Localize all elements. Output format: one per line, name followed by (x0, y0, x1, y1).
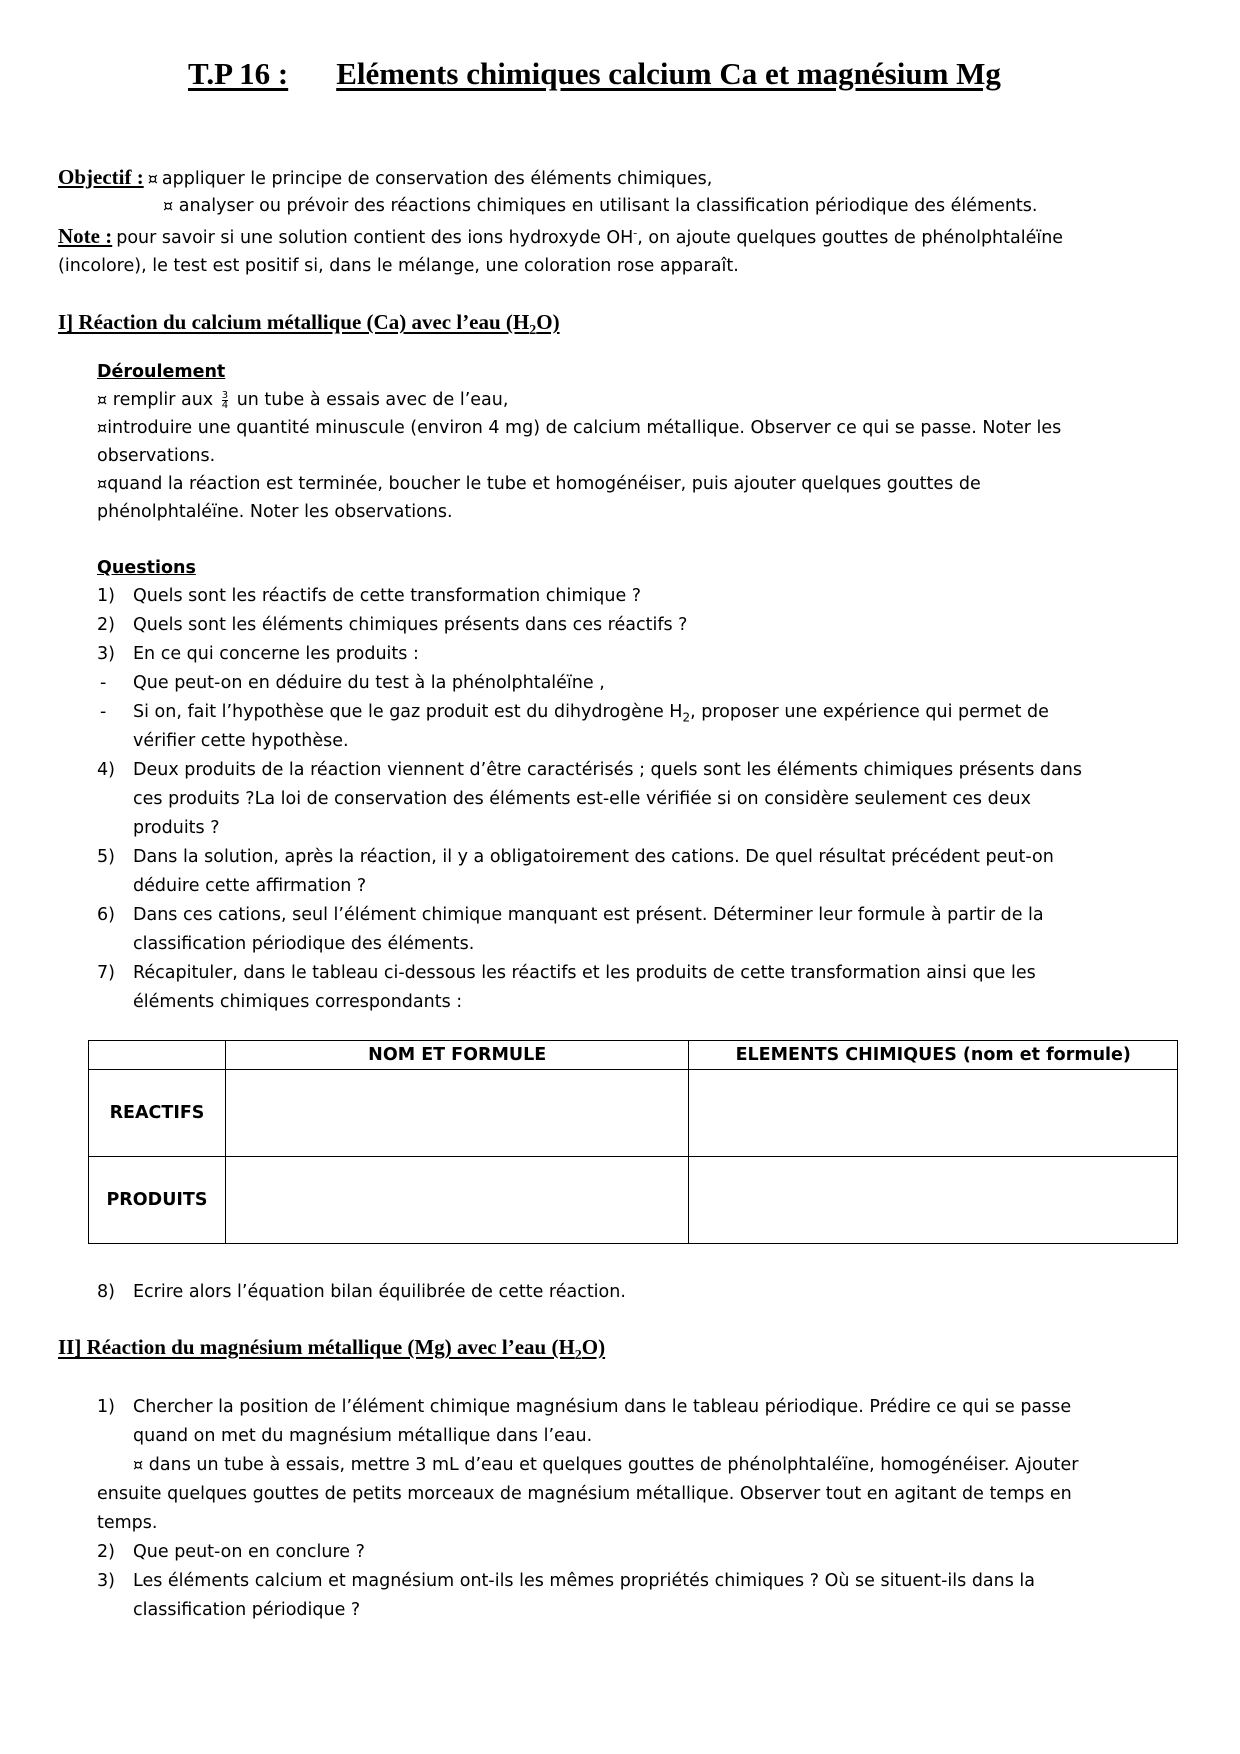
objectif-line-2 (163, 196, 1037, 216)
question-5-line-1: Dans la solution, après la réaction, il y a obligatoirement des cations. De quel résultat précédent peut-on (133, 847, 1054, 867)
dash-bullet: - (100, 702, 107, 722)
objectif-item-2: analyser ou prévoir des réactions chimiques en utilisant la classification périodique des éléments. (178, 196, 1038, 216)
question-number: 4) (97, 760, 115, 780)
step-3-text-a: quand la réaction est terminée, boucher le tube et homogénéiser, puis ajouter quelques gouttes de (107, 474, 981, 494)
recap-table (88, 1040, 1178, 1244)
table-cell-produits-elements[interactable] (689, 1157, 1178, 1244)
table-cell-reactifs-elements[interactable] (689, 1070, 1178, 1157)
note-text-1: pour savoir si une solution contient des ions hydroxyde OH (116, 228, 634, 248)
question-number: 2) (97, 615, 115, 635)
question-4-line-1: Deux produits de la réaction viennent d’être caractérisés ; quels sont les éléments chimiques présents dans (133, 760, 1082, 780)
note-line-1 (58, 224, 1063, 249)
bullet-icon: ¤ (97, 474, 108, 493)
page-title (188, 56, 1001, 92)
question-3b-text-a: Si on, fait l’hypothèse que le gaz produit est du dihydrogène H (133, 702, 683, 722)
deroulement-step-3b: phénolphtaléïne. Noter les observations. (97, 502, 453, 522)
title-text: Eléments chimiques calcium Ca et magnésium Mg (336, 56, 1001, 91)
deroulement-step-2b: observations. (97, 446, 216, 466)
step-1-text-a: remplir aux (112, 390, 214, 410)
deroulement-step-2 (97, 418, 1061, 438)
s2-question-1-line-2: quand on met du magnésium métallique dans l’eau. (133, 1426, 593, 1446)
objectif-label: Objectif : (58, 165, 144, 189)
fraction-denominator: 4 (221, 399, 229, 411)
question-3a: Que peut-on en déduire du test à la phénolphtaléïne , (133, 673, 605, 693)
question-7-line-1: Récapituler, dans le tableau ci-dessous les réactifs et les produits de cette transformation ainsi que les (133, 963, 1036, 983)
question-8: Ecrire alors l’équation bilan équilibrée de cette réaction. (133, 1282, 626, 1302)
note-text-1-end: , on ajoute quelques gouttes de phénolphtaléïne (637, 228, 1064, 248)
question-3b-text-b: , proposer une expérience qui permet de (690, 702, 1049, 722)
table-header-nom: NOM ET FORMULE (225, 1041, 689, 1070)
question-3b-sub: 2 (682, 710, 691, 725)
section-1-heading-sub: 2 (529, 323, 537, 339)
deroulement-step-3 (97, 474, 981, 494)
bullet-icon: ¤ (97, 418, 108, 437)
section-2-heading-text: II] Réaction du magnésium métallique (Mg) avec l’eau (H (58, 1335, 575, 1359)
question-number: 2) (97, 1542, 115, 1562)
note-label: Note : (58, 224, 113, 248)
question-3: En ce qui concerne les produits : (133, 644, 419, 664)
table-cell-reactifs-nom[interactable] (225, 1070, 689, 1157)
note-superscript: - (633, 226, 638, 240)
question-number: 7) (97, 963, 115, 983)
step-1-text-b: un tube à essais avec de l’eau, (236, 390, 509, 410)
table-cell-produits-nom[interactable] (225, 1157, 689, 1244)
question-4-line-3: produits ? (133, 818, 220, 838)
bullet-icon: ¤ (147, 169, 158, 188)
question-3b-line-2: vérifier cette hypothèse. (133, 731, 349, 751)
deroulement-step-1 (97, 390, 508, 410)
section-2-heading-end: O) (581, 1335, 606, 1359)
three-quarters-fraction (222, 391, 228, 410)
s2-procedure-line-1 (133, 1455, 1078, 1475)
step-2-text-a: introduire une quantité minuscule (environ 4 mg) de calcium métallique. Observer ce qui se passe. Noter les (107, 418, 1062, 438)
section-1-heading-text: I] Réaction du calcium métallique (Ca) avec l’eau (H (58, 310, 530, 334)
question-6-line-2: classification périodique des éléments. (133, 934, 475, 954)
table-row (89, 1157, 1178, 1244)
section-1-heading-end: O) (536, 310, 560, 334)
question-2: Quels sont les éléments chimiques présents dans ces réactifs ? (133, 615, 688, 635)
question-1: Quels sont les réactifs de cette transformation chimique ? (133, 586, 642, 606)
s2-procedure-text-1: dans un tube à essais, mettre 3 mL d’eau et quelques gouttes de phénolphtaléïne, homogénéiser. Ajouter (148, 1455, 1079, 1475)
question-number: 3) (97, 1571, 115, 1591)
s2-question-2: Que peut-on en conclure ? (133, 1542, 365, 1562)
question-number: 8) (97, 1282, 115, 1302)
objectif-line-1 (58, 165, 712, 190)
table-row-header-reactifs: REACTIFS (89, 1070, 226, 1157)
table-row-header-produits: PRODUITS (89, 1157, 226, 1244)
s2-procedure-line-3: temps. (97, 1513, 158, 1533)
s2-question-3-line-1: Les éléments calcium et magnésium ont-ils les mêmes propriétés chimiques ? Où se situent-ils dans la (133, 1571, 1036, 1591)
question-7-line-2: éléments chimiques correspondants : (133, 992, 463, 1012)
section-1-heading (58, 310, 560, 339)
note-line-2: (incolore), le test est positif si, dans le mélange, une coloration rose apparaît. (58, 256, 739, 276)
bullet-icon: ¤ (133, 1455, 144, 1474)
question-number: 6) (97, 905, 115, 925)
deroulement-label: Déroulement (97, 362, 226, 382)
s2-question-3-line-2: classification périodique ? (133, 1600, 361, 1620)
question-6-line-1: Dans ces cations, seul l’élément chimique manquant est présent. Déterminer leur formule à partir de la (133, 905, 1044, 925)
question-number: 5) (97, 847, 115, 867)
question-4-line-2: ces produits ?La loi de conservation des éléments est-elle vérifiée si on considère seulement ces deux (133, 789, 1031, 809)
fraction-numerator: 3 (221, 389, 229, 401)
table-row (89, 1070, 1178, 1157)
question-3b-line-1 (133, 702, 1049, 725)
dash-bullet: - (100, 673, 107, 693)
objectif-item-1: appliquer le principe de conservation des éléments chimiques, (161, 169, 713, 189)
table-corner-cell (89, 1041, 226, 1070)
bullet-icon: ¤ (97, 390, 108, 409)
section-2-heading (58, 1335, 605, 1364)
question-number: 3) (97, 644, 115, 664)
s2-procedure-line-2: ensuite quelques gouttes de petits morceaux de magnésium métallique. Observer tout en agitant de temps en (97, 1484, 1072, 1504)
s2-question-1-line-1: Chercher la position de l’élément chimique magnésium dans le tableau périodique. Prédire ce qui se passe (133, 1397, 1072, 1417)
table-header-elements: ELEMENTS CHIMIQUES (nom et formule) (689, 1041, 1178, 1070)
table-header-row (89, 1041, 1178, 1070)
question-5-line-2: déduire cette affirmation ? (133, 876, 367, 896)
questions-label: Questions (97, 558, 196, 578)
question-number: 1) (97, 586, 115, 606)
question-number: 1) (97, 1397, 115, 1417)
section-2-heading-sub: 2 (574, 1348, 582, 1364)
bullet-icon: ¤ (163, 196, 174, 215)
title-number: T.P 16 : (188, 56, 289, 91)
